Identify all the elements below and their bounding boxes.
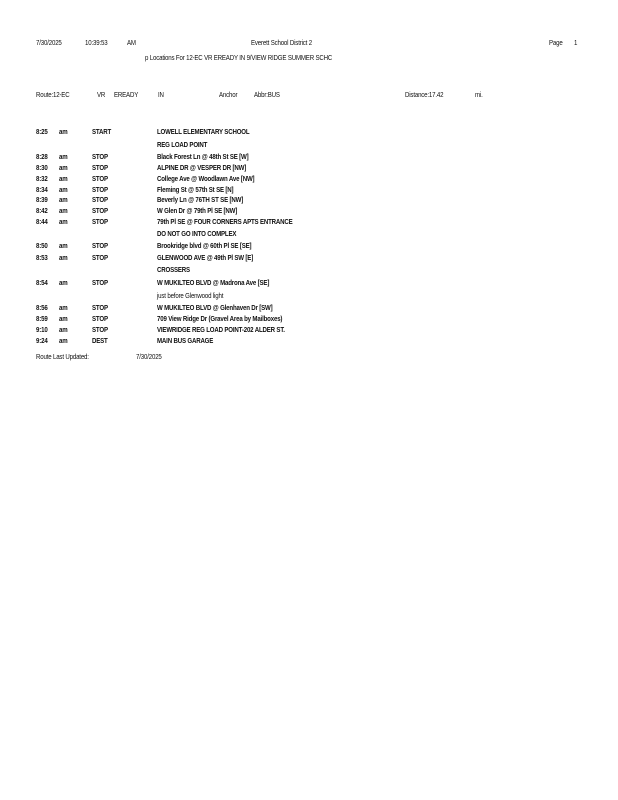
stop-time: 8:28 (36, 152, 48, 161)
stop-location: W Glen Dr @ 79th Pl SE [NW] (157, 206, 238, 215)
stop-time: 8:56 (36, 303, 48, 312)
stop-time: 8:42 (36, 206, 48, 215)
stop-type: STOP (92, 163, 108, 172)
stop-time: 8:53 (36, 253, 48, 262)
report-time: 10:39:53 (85, 38, 108, 47)
route-id: Route:12-EC (36, 90, 70, 99)
stop-ampm: am (59, 152, 68, 161)
stop-location: LOWELL ELEMENTARY SCHOOL (157, 127, 250, 136)
stop-location-note: CROSSERS (157, 265, 190, 274)
page-label: Page (549, 38, 563, 47)
last-updated-date: 7/30/2025 (136, 352, 162, 361)
stop-ampm: am (59, 163, 68, 172)
report-date: 7/30/2025 (36, 38, 62, 47)
distance-unit: mi. (475, 90, 483, 99)
stop-time: 9:24 (36, 336, 48, 345)
stop-type: STOP (92, 217, 108, 226)
stop-location-note: REG LOAD POINT (157, 140, 208, 149)
stop-time: 8:59 (36, 314, 48, 323)
stop-location-note: just before Glenwood light (157, 291, 224, 300)
stop-time: 8:50 (36, 241, 48, 250)
district-title: Everett School District 2 (251, 38, 312, 47)
stop-location: MAIN BUS GARAGE (157, 336, 214, 345)
stop-type: STOP (92, 174, 108, 183)
stop-time: 8:32 (36, 174, 48, 183)
stop-ampm: am (59, 195, 68, 204)
report-subtitle: p Locations For 12-EC VR EREADY IN 9/VIEW RIDGE SUMMER SCHC (145, 53, 333, 62)
stop-type: STOP (92, 152, 108, 161)
stop-time: 8:34 (36, 185, 48, 194)
stop-ampm: am (59, 325, 68, 334)
stop-location: Fleming St @ 57th St SE [N] (157, 185, 234, 194)
stop-ampm: am (59, 303, 68, 312)
stop-time: 8:39 (36, 195, 48, 204)
stop-location: W MUKILTEO BLVD @ Glenhaven Dr [SW] (157, 303, 273, 312)
stop-location: ALPINE DR @ VESPER DR [NW] (157, 163, 247, 172)
stop-time: 8:54 (36, 278, 48, 287)
stop-ampm: am (59, 185, 68, 194)
stop-type: STOP (92, 185, 108, 194)
stop-ampm: am (59, 174, 68, 183)
route-vr: VR (97, 90, 106, 99)
stop-time: 8:30 (36, 163, 48, 172)
stop-location: Brookridge blvd @ 60th Pl SE [SE] (157, 241, 252, 250)
stop-location: VIEWRIDGE REG LOAD POINT-202 ALDER ST. (157, 325, 285, 334)
stop-ampm: am (59, 217, 68, 226)
stop-ampm: am (59, 253, 68, 262)
stop-location: 79th Pl SE @ FOUR CORNERS APTS ENTRANCE (157, 217, 293, 226)
anchor-label: Anchor (219, 90, 238, 99)
stop-type: STOP (92, 253, 108, 262)
stop-type: STOP (92, 206, 108, 215)
stop-type: STOP (92, 195, 108, 204)
stop-ampm: am (59, 127, 68, 136)
stop-location: Beverly Ln @ 76TH ST SE [NW] (157, 195, 244, 204)
stop-type: START (92, 127, 112, 136)
stop-type: STOP (92, 303, 108, 312)
stop-location: W MUKILTEO BLVD @ Madrona Ave [SE] (157, 278, 270, 287)
last-updated-label: Route Last Updated: (36, 352, 89, 361)
route-in: IN (158, 90, 164, 99)
stop-type: STOP (92, 278, 108, 287)
stop-location-note: DO NOT GO INTO COMPLEX (157, 229, 237, 238)
stop-time: 8:25 (36, 127, 48, 136)
stop-type: STOP (92, 241, 108, 250)
stop-ampm: am (59, 278, 68, 287)
stop-time: 9:10 (36, 325, 48, 334)
stop-location: College Ave @ Woodlawn Ave [NW] (157, 174, 255, 183)
page-number: 1 (574, 38, 578, 47)
stop-type: STOP (92, 314, 108, 323)
stop-ampm: am (59, 336, 68, 345)
stop-ampm: am (59, 241, 68, 250)
report-ampm: AM (127, 38, 136, 47)
stop-ampm: am (59, 206, 68, 215)
stop-type: DEST (92, 336, 108, 345)
anchor-abbr: Abbr:BUS (254, 90, 280, 99)
route-eready: EREADY (114, 90, 139, 99)
stop-type: STOP (92, 325, 108, 334)
stop-ampm: am (59, 314, 68, 323)
stop-location: 709 View Ridge Dr (Gravel Area by Mailboxes) (157, 314, 283, 323)
stop-location: GLENWOOD AVE @ 49th Pl SW [E] (157, 253, 254, 262)
stop-time: 8:44 (36, 217, 48, 226)
stop-location: Black Forest Ln @ 48th St SE [W] (157, 152, 249, 161)
route-distance: Distance:17.42 (405, 90, 444, 99)
